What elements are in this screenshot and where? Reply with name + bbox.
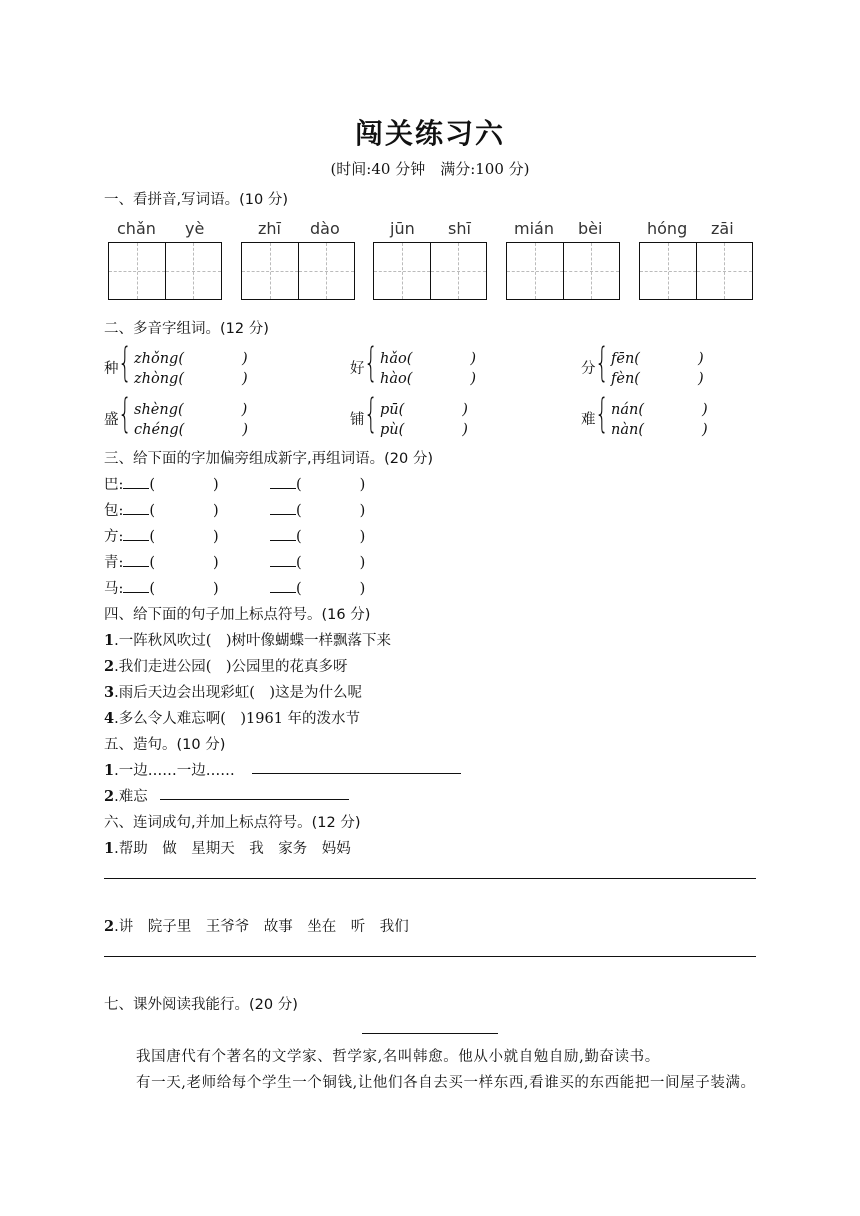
punct-item-3: 3.雨后天边会出现彩虹( )这是为什么呢 bbox=[104, 684, 363, 701]
passage-line-1: 我国唐代有个著名的文学家、哲学家,名叫韩愈。他从小就自勉自励,勤奋读书。 bbox=[136, 1049, 660, 1065]
writing-grid-3[interactable] bbox=[373, 242, 487, 300]
radical-row-1 bbox=[104, 473, 219, 494]
radical-row-5 bbox=[104, 577, 219, 598]
section-1-heading: 一、看拼音,写词语。(10 分) bbox=[104, 192, 288, 208]
punct-item-1: 1.一阵秋风吹过( )树叶像蝴蝶一样飘落下来 bbox=[104, 632, 392, 649]
polyphone-reading-1[interactable]: pū( ) bbox=[380, 402, 468, 418]
polyphone-char: 分 bbox=[581, 361, 596, 377]
radical-row-4-second bbox=[270, 551, 365, 572]
pinyin-5b: zāi bbox=[711, 219, 734, 238]
pinyin-4a: mián bbox=[514, 219, 554, 238]
writing-grid-4[interactable] bbox=[506, 242, 620, 300]
word-slot[interactable]: ( ) bbox=[149, 529, 219, 545]
brace-icon: { bbox=[595, 340, 609, 386]
section-3-heading: 三、给下面的字加偏旁组成新字,再组词语。(20 分) bbox=[104, 451, 433, 467]
sentence-item-1: 1.一边……一边…… bbox=[104, 762, 235, 779]
radical-char: 方: bbox=[104, 529, 124, 545]
polyphone-reading-2[interactable]: fèn( ) bbox=[611, 371, 704, 387]
brace-icon: { bbox=[364, 340, 378, 386]
brace-icon: { bbox=[364, 391, 378, 437]
word-slot[interactable]: ( ) bbox=[149, 555, 219, 571]
answer-blank[interactable] bbox=[123, 554, 149, 567]
radical-row-2 bbox=[104, 499, 219, 520]
word-slot[interactable]: ( ) bbox=[149, 581, 219, 597]
answer-line-2[interactable] bbox=[160, 799, 349, 800]
answer-blank[interactable] bbox=[270, 502, 296, 515]
writing-grid-2[interactable] bbox=[241, 242, 355, 300]
brace-icon: { bbox=[118, 391, 132, 437]
answer-line-1[interactable] bbox=[252, 773, 461, 774]
answer-line-3[interactable] bbox=[104, 878, 756, 879]
answer-blank[interactable] bbox=[123, 476, 149, 489]
word-item-2: 2.讲 院子里 王爷爷 故事 坐在 听 我们 bbox=[104, 918, 409, 935]
pinyin-1a: chǎn bbox=[117, 219, 156, 238]
section-2-heading: 二、多音字组词。(12 分) bbox=[104, 321, 269, 337]
pinyin-2b: dào bbox=[310, 219, 340, 238]
passage-line-2: 有一天,老师给每个学生一个铜钱,让他们各自去买一样东西,看谁买的东西能把一间屋子装满。 bbox=[136, 1075, 756, 1091]
polyphone-reading-1[interactable]: shèng( ) bbox=[134, 402, 248, 418]
answer-blank[interactable] bbox=[270, 476, 296, 489]
radical-char: 青: bbox=[104, 555, 124, 571]
radical-char: 马: bbox=[104, 581, 124, 597]
word-item-1: 1.帮助 做 星期天 我 家务 妈妈 bbox=[104, 840, 351, 857]
section-4-heading: 四、给下面的句子加上标点符号。(16 分) bbox=[104, 607, 371, 623]
polyphone-reading-2[interactable]: chéng( ) bbox=[134, 422, 248, 438]
writing-grid-1[interactable] bbox=[108, 242, 222, 300]
word-slot[interactable]: ( ) bbox=[296, 555, 366, 571]
polyphone-reading-2[interactable]: zhòng( ) bbox=[134, 371, 248, 387]
radical-row-2-second bbox=[270, 499, 365, 520]
answer-blank[interactable] bbox=[123, 528, 149, 541]
answer-blank[interactable] bbox=[270, 528, 296, 541]
brace-icon: { bbox=[595, 391, 609, 437]
answer-blank[interactable] bbox=[123, 580, 149, 593]
polyphone-reading-1[interactable]: fēn( ) bbox=[611, 351, 704, 367]
polyphone-char: 铺 bbox=[350, 412, 365, 428]
punct-item-2: 2.我们走进公园( )公园里的花真多呀 bbox=[104, 658, 348, 675]
radical-char: 包: bbox=[104, 503, 124, 519]
answer-line-4[interactable] bbox=[104, 956, 756, 957]
word-slot[interactable]: ( ) bbox=[149, 477, 219, 493]
polyphone-reading-2[interactable]: nàn( ) bbox=[611, 422, 708, 438]
answer-blank[interactable] bbox=[123, 502, 149, 515]
polyphone-char: 种 bbox=[104, 361, 119, 377]
word-slot[interactable]: ( ) bbox=[296, 581, 366, 597]
polyphone-reading-1[interactable]: nán( ) bbox=[611, 402, 708, 418]
passage-title-blank[interactable] bbox=[362, 1033, 498, 1034]
polyphone-reading-1[interactable]: zhǒng( ) bbox=[134, 351, 248, 367]
pinyin-5a: hóng bbox=[647, 219, 688, 238]
answer-blank[interactable] bbox=[270, 580, 296, 593]
word-slot[interactable]: ( ) bbox=[296, 477, 366, 493]
polyphone-char: 盛 bbox=[104, 412, 119, 428]
radical-row-5-second bbox=[270, 577, 365, 598]
section-6-heading: 六、连词成句,并加上标点符号。(12 分) bbox=[104, 815, 361, 831]
radical-row-3-second bbox=[270, 525, 365, 546]
radical-row-3 bbox=[104, 525, 219, 546]
writing-grid-5[interactable] bbox=[639, 242, 753, 300]
radical-row-1-second bbox=[270, 473, 365, 494]
punct-item-4: 4.多么令人难忘啊( )1961 年的泼水节 bbox=[104, 710, 361, 727]
section-7-heading: 七、课外阅读我能行。(20 分) bbox=[104, 997, 298, 1013]
radical-row-4 bbox=[104, 551, 219, 572]
radical-char: 巴: bbox=[104, 477, 124, 493]
polyphone-char: 难 bbox=[581, 412, 596, 428]
brace-icon: { bbox=[118, 340, 132, 386]
word-slot[interactable]: ( ) bbox=[296, 503, 366, 519]
polyphone-reading-1[interactable]: hǎo( ) bbox=[380, 351, 477, 367]
polyphone-char: 好 bbox=[350, 361, 365, 377]
answer-blank[interactable] bbox=[270, 554, 296, 567]
pinyin-1b: yè bbox=[185, 219, 205, 238]
polyphone-reading-2[interactable]: hào( ) bbox=[380, 371, 477, 387]
pinyin-3b: shī bbox=[448, 219, 471, 238]
page-title: 闯关练习六 bbox=[354, 117, 505, 150]
pinyin-3a: jūn bbox=[390, 219, 415, 238]
word-slot[interactable]: ( ) bbox=[296, 529, 366, 545]
word-slot[interactable]: ( ) bbox=[149, 503, 219, 519]
pinyin-4b: bèi bbox=[578, 219, 603, 238]
pinyin-2a: zhī bbox=[258, 219, 281, 238]
page-subtitle: (时间:40 分钟 满分:100 分) bbox=[330, 160, 530, 178]
section-5-heading: 五、造句。(10 分) bbox=[104, 737, 226, 753]
polyphone-reading-2[interactable]: pù( ) bbox=[380, 422, 468, 438]
sentence-item-2: 2.难忘 bbox=[104, 788, 148, 805]
